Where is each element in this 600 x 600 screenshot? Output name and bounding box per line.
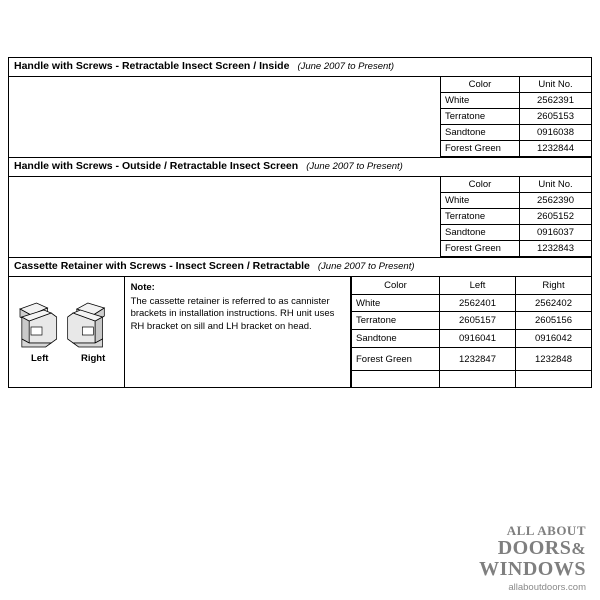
art-panel-handle-inside — [9, 77, 440, 152]
cell-unit-no: 1232844 — [520, 141, 592, 157]
section-title: Handle with Screws - Retractable Insect Screen / Inside — [14, 60, 290, 72]
table-row — [441, 93, 592, 109]
table-row — [352, 294, 592, 312]
logo-doors-text: DOORS — [497, 536, 572, 559]
cell-unit-no: 1232843 — [520, 241, 592, 257]
table-row — [441, 141, 592, 157]
column-header-unit-no: Unit No. — [520, 177, 592, 193]
cell-color: Sandtone — [441, 225, 520, 241]
logo-line-3: WINDOWS — [479, 557, 586, 580]
column-header-color: Color — [441, 77, 520, 93]
cell-right: 2605156 — [516, 312, 592, 330]
cell-unit-no: 0916038 — [520, 125, 592, 141]
site-logo — [479, 524, 586, 593]
section-title: Cassette Retainer with Screws - Insect Screen / Retractable — [14, 260, 310, 272]
cell-left: 2562401 — [440, 294, 516, 312]
table-row — [441, 109, 592, 125]
section-header-handle-inside — [9, 58, 591, 77]
art-panel-cassette-brackets — [9, 277, 125, 387]
cell-color: Forest Green — [441, 141, 520, 157]
section-title: Handle with Screws - Outside / Retractable Insect Screen — [14, 160, 299, 172]
note-title: Note: — [130, 282, 155, 293]
section-date: (June 2007 to Present) — [297, 61, 395, 72]
right-bracket-icon — [68, 303, 105, 347]
section-body-handle-outside — [9, 177, 591, 257]
table-cassette-retainer — [351, 277, 591, 387]
section-header-cassette-retainer — [9, 257, 591, 277]
cell-empty — [440, 371, 516, 387]
cell-left: 1232847 — [440, 348, 516, 371]
logo-ampersand: & — [571, 538, 586, 558]
cell-unit-no: 2605153 — [520, 109, 592, 125]
art-panel-handle-outside — [9, 177, 440, 252]
cell-color: Terratone — [441, 209, 520, 225]
left-bracket-label: Left — [31, 353, 49, 364]
logo-url: allaboutdoors.com — [508, 581, 586, 593]
cell-right: 2562402 — [516, 294, 592, 312]
section-body-handle-inside — [9, 77, 591, 157]
right-bracket-label: Right — [81, 353, 106, 364]
section-date: (June 2007 to Present) — [317, 261, 415, 272]
column-header-unit-no: Unit No. — [520, 77, 592, 93]
logo-line-2 — [479, 538, 586, 558]
cell-unit-no: 2562390 — [520, 193, 592, 209]
table-row — [352, 348, 592, 371]
cell-color: Terratone — [441, 109, 520, 125]
table-row — [352, 312, 592, 330]
table-row — [441, 209, 592, 225]
column-header-color: Color — [441, 177, 520, 193]
table-row — [441, 225, 592, 241]
cell-color: Forest Green — [352, 348, 440, 371]
logo-line-1: ALL ABOUT — [506, 522, 586, 538]
cell-empty — [516, 371, 592, 387]
cell-color: Sandtone — [352, 330, 440, 348]
table-row — [441, 241, 592, 257]
cell-color: Terratone — [352, 312, 440, 330]
cell-right: 1232848 — [516, 348, 592, 371]
left-bracket-icon — [20, 303, 57, 347]
cell-unit-no: 0916037 — [520, 225, 592, 241]
column-header-right: Right — [516, 277, 592, 294]
parts-document — [8, 57, 592, 388]
column-header-left: Left — [440, 277, 516, 294]
table-header-row — [441, 177, 592, 193]
cell-color: White — [441, 193, 520, 209]
section-body-cassette-retainer — [9, 277, 591, 387]
table-row — [352, 330, 592, 348]
table-row-spacer — [352, 371, 592, 387]
table-header-row — [352, 277, 592, 294]
cell-empty — [352, 371, 440, 387]
cassette-bracket-illustration — [9, 277, 124, 387]
cell-unit-no: 2562391 — [520, 93, 592, 109]
cell-color: White — [441, 93, 520, 109]
cell-color: Forest Green — [441, 241, 520, 257]
cell-left: 2605157 — [440, 312, 516, 330]
table-handle-outside — [440, 177, 591, 257]
section-date: (June 2007 to Present) — [306, 161, 403, 172]
note-text: The cassette retainer is referred to as cannister brackets in installation instructions. RH unit uses RH bracket on sill and LH bracket on head. — [130, 295, 335, 332]
table-header-row — [441, 77, 592, 93]
column-header-color: Color — [352, 277, 440, 294]
table-row — [441, 125, 592, 141]
cell-color: Sandtone — [441, 125, 520, 141]
cell-right: 0916042 — [516, 330, 592, 348]
cell-left: 0916041 — [440, 330, 516, 348]
note-panel-cassette-retainer — [125, 277, 351, 387]
table-row — [441, 193, 592, 209]
cell-color: White — [352, 294, 440, 312]
section-header-handle-outside — [9, 157, 591, 177]
cell-unit-no: 2605152 — [520, 209, 592, 225]
table-handle-inside — [440, 77, 591, 157]
